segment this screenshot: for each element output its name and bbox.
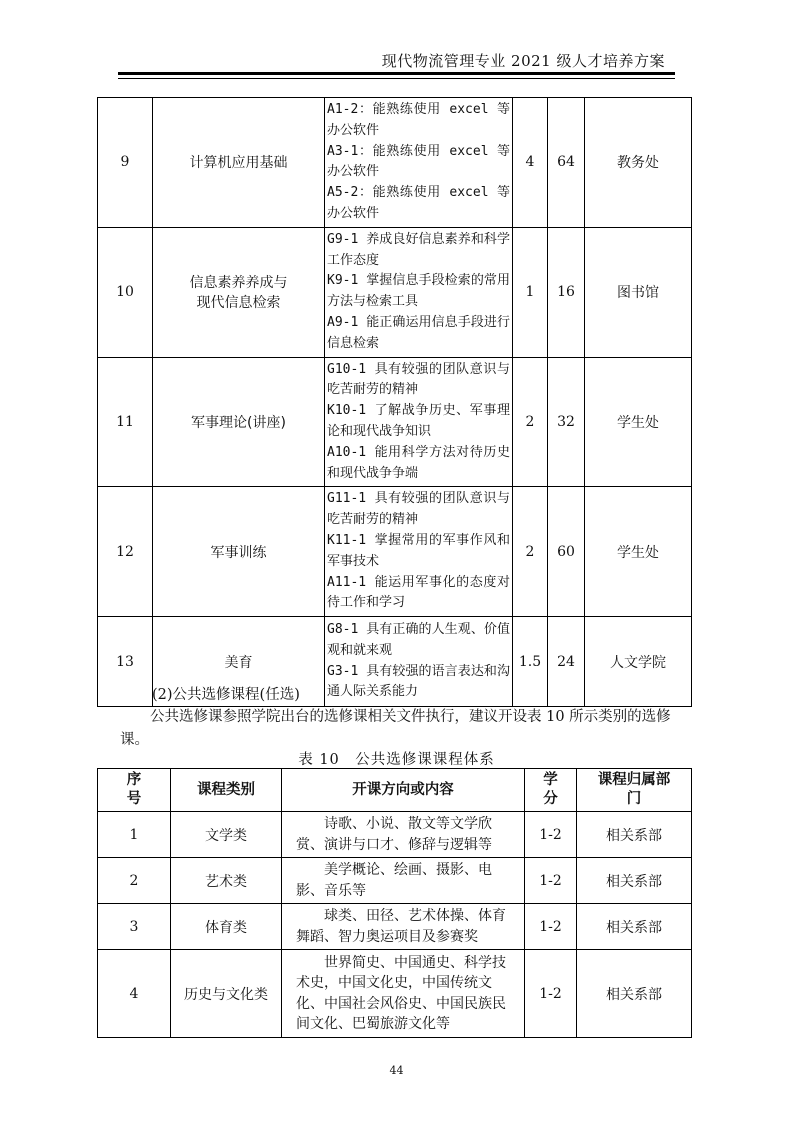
header-rule-thin bbox=[118, 78, 675, 79]
elective-category: 艺术类 bbox=[171, 858, 282, 904]
table-caption: 表 10 公共选修课课程体系 bbox=[298, 752, 495, 768]
course-hours: 60 bbox=[548, 487, 585, 617]
elective-category: 历史与文化类 bbox=[171, 950, 282, 1038]
course-name bbox=[153, 357, 325, 487]
table-header-row bbox=[98, 769, 692, 812]
elective-content-text: 世界简史、中国通史、科学技术史，中国文化史，中国传统文化、中国社会风俗史、中国民族民间文化、巴蜀旅游文化等 bbox=[296, 954, 506, 1032]
course-hours: 16 bbox=[548, 227, 585, 357]
course-number: 11 bbox=[98, 357, 153, 487]
objective-item: A11-1 能运用军事化的态度对待工作和学习 bbox=[327, 574, 510, 611]
header-dept: 课程归属部 门 bbox=[577, 769, 692, 812]
course-objectives bbox=[325, 617, 513, 707]
elective-content bbox=[282, 904, 525, 950]
elective-number: 4 bbox=[98, 950, 171, 1038]
course-hours: 24 bbox=[548, 617, 585, 707]
elective-content-text: 美学概论、绘画、摄影、电影、音乐等 bbox=[296, 862, 492, 899]
header-category: 课程类别 bbox=[171, 769, 282, 812]
course-credit: 1.5 bbox=[513, 617, 548, 707]
table-row bbox=[98, 950, 692, 1038]
objective-item: G9-1 养成良好信息素养和科学工作态度 bbox=[327, 231, 510, 268]
elective-content bbox=[282, 858, 525, 904]
header-content: 开课方向或内容 bbox=[282, 769, 525, 812]
course-hours: 64 bbox=[548, 98, 585, 228]
table-row bbox=[98, 98, 692, 228]
objective-item: K10-1 了解战争历史、军事理论和现代战争知识 bbox=[327, 403, 510, 439]
section-paragraph: 公共选修课参照学院出台的选修课相关文件执行，建议开设表 10 所示类别的选修课。 bbox=[120, 709, 671, 748]
objective-item: G3-1 具有较强的语言表达和沟通人际关系能力 bbox=[327, 663, 510, 700]
course-objectives bbox=[325, 98, 513, 228]
objective-item: G11-1 具有较强的团队意识与吃苦耐劳的精神 bbox=[327, 491, 510, 528]
course-table-continued bbox=[97, 97, 692, 707]
objective-item: A3-1：能熟练使用 excel 等办公软件 bbox=[327, 143, 510, 180]
elective-department: 相关系部 bbox=[577, 858, 692, 904]
course-objectives bbox=[325, 227, 513, 357]
header-rule bbox=[118, 72, 675, 75]
course-credit: 1 bbox=[513, 227, 548, 357]
elective-credit: 1-2 bbox=[525, 858, 577, 904]
course-name-line: 信息素养养成与 bbox=[189, 275, 288, 292]
elective-category: 文学类 bbox=[171, 812, 282, 858]
course-credit: 2 bbox=[513, 357, 548, 487]
course-name-line: 现代信息检索 bbox=[196, 295, 281, 312]
course-credit: 4 bbox=[513, 98, 548, 228]
elective-content bbox=[282, 950, 525, 1038]
elective-credit: 1-2 bbox=[525, 950, 577, 1038]
elective-course-table bbox=[97, 768, 692, 1038]
course-number: 13 bbox=[98, 617, 153, 707]
section-title: (2)公共选修课程(任选) bbox=[152, 687, 300, 703]
course-name bbox=[153, 98, 325, 228]
objective-item: A5-2：能熟练使用 excel 等办公软件 bbox=[327, 185, 510, 221]
objective-item: A9-1 能正确运用信息手段进行信息检索 bbox=[327, 314, 510, 351]
elective-content-text: 球类、田径、艺术体操、体育舞蹈、智力奥运项目及参赛奖 bbox=[296, 908, 506, 945]
course-department: 学生处 bbox=[585, 357, 692, 487]
objective-item: K11-1 掌握常用的军事作风和军事技术 bbox=[327, 532, 510, 569]
elective-number: 3 bbox=[98, 904, 171, 950]
course-name-line: 计算机应用基础 bbox=[189, 155, 288, 172]
course-objectives bbox=[325, 487, 513, 617]
course-department: 教务处 bbox=[585, 98, 692, 228]
header-credit: 学 分 bbox=[525, 769, 577, 812]
elective-number: 1 bbox=[98, 812, 171, 858]
elective-content bbox=[282, 812, 525, 858]
course-department: 人文学院 bbox=[585, 617, 692, 707]
course-number: 9 bbox=[98, 98, 153, 228]
course-name-line: 美育 bbox=[224, 654, 253, 671]
header-title: 现代物流管理专业 2021 级人才培养方案 bbox=[381, 52, 665, 70]
elective-content-text: 诗歌、小说、散文等文学欣赏、演讲与口才、修辞与逻辑等 bbox=[296, 816, 492, 853]
table-row bbox=[98, 227, 692, 357]
objective-item: A1-2：能熟练使用 excel 等办公软件 bbox=[327, 102, 510, 138]
table-row bbox=[98, 812, 692, 858]
elective-category: 体育类 bbox=[171, 904, 282, 950]
objective-item: G10-1 具有较强的团队意识与吃苦耐劳的精神 bbox=[327, 361, 510, 398]
objective-item: A10-1 能用科学方法对待历史和现代战争争端 bbox=[327, 444, 510, 481]
elective-number: 2 bbox=[98, 858, 171, 904]
table-row bbox=[98, 858, 692, 904]
course-department: 图书馆 bbox=[585, 227, 692, 357]
objective-item: K9-1 掌握信息手段检索的常用方法与检索工具 bbox=[327, 273, 510, 310]
course-number: 10 bbox=[98, 227, 153, 357]
table-row bbox=[98, 904, 692, 950]
elective-department: 相关系部 bbox=[577, 904, 692, 950]
table-row bbox=[98, 487, 692, 617]
elective-credit: 1-2 bbox=[525, 904, 577, 950]
course-name bbox=[153, 487, 325, 617]
page-number: 44 bbox=[389, 1064, 404, 1077]
elective-department: 相关系部 bbox=[577, 950, 692, 1038]
course-department: 学生处 bbox=[585, 487, 692, 617]
elective-credit: 1-2 bbox=[525, 812, 577, 858]
course-name-line: 军事训练 bbox=[210, 544, 267, 561]
course-name bbox=[153, 227, 325, 357]
course-hours: 32 bbox=[548, 357, 585, 487]
course-credit: 2 bbox=[513, 487, 548, 617]
table-row bbox=[98, 357, 692, 487]
objective-item: G8-1 具有正确的人生观、价值观和就来观 bbox=[327, 622, 510, 658]
course-name-line: 军事理论(讲座) bbox=[191, 414, 286, 431]
course-objectives bbox=[325, 357, 513, 487]
course-number: 12 bbox=[98, 487, 153, 617]
elective-department: 相关系部 bbox=[577, 812, 692, 858]
header-no: 序 号 bbox=[98, 769, 171, 812]
